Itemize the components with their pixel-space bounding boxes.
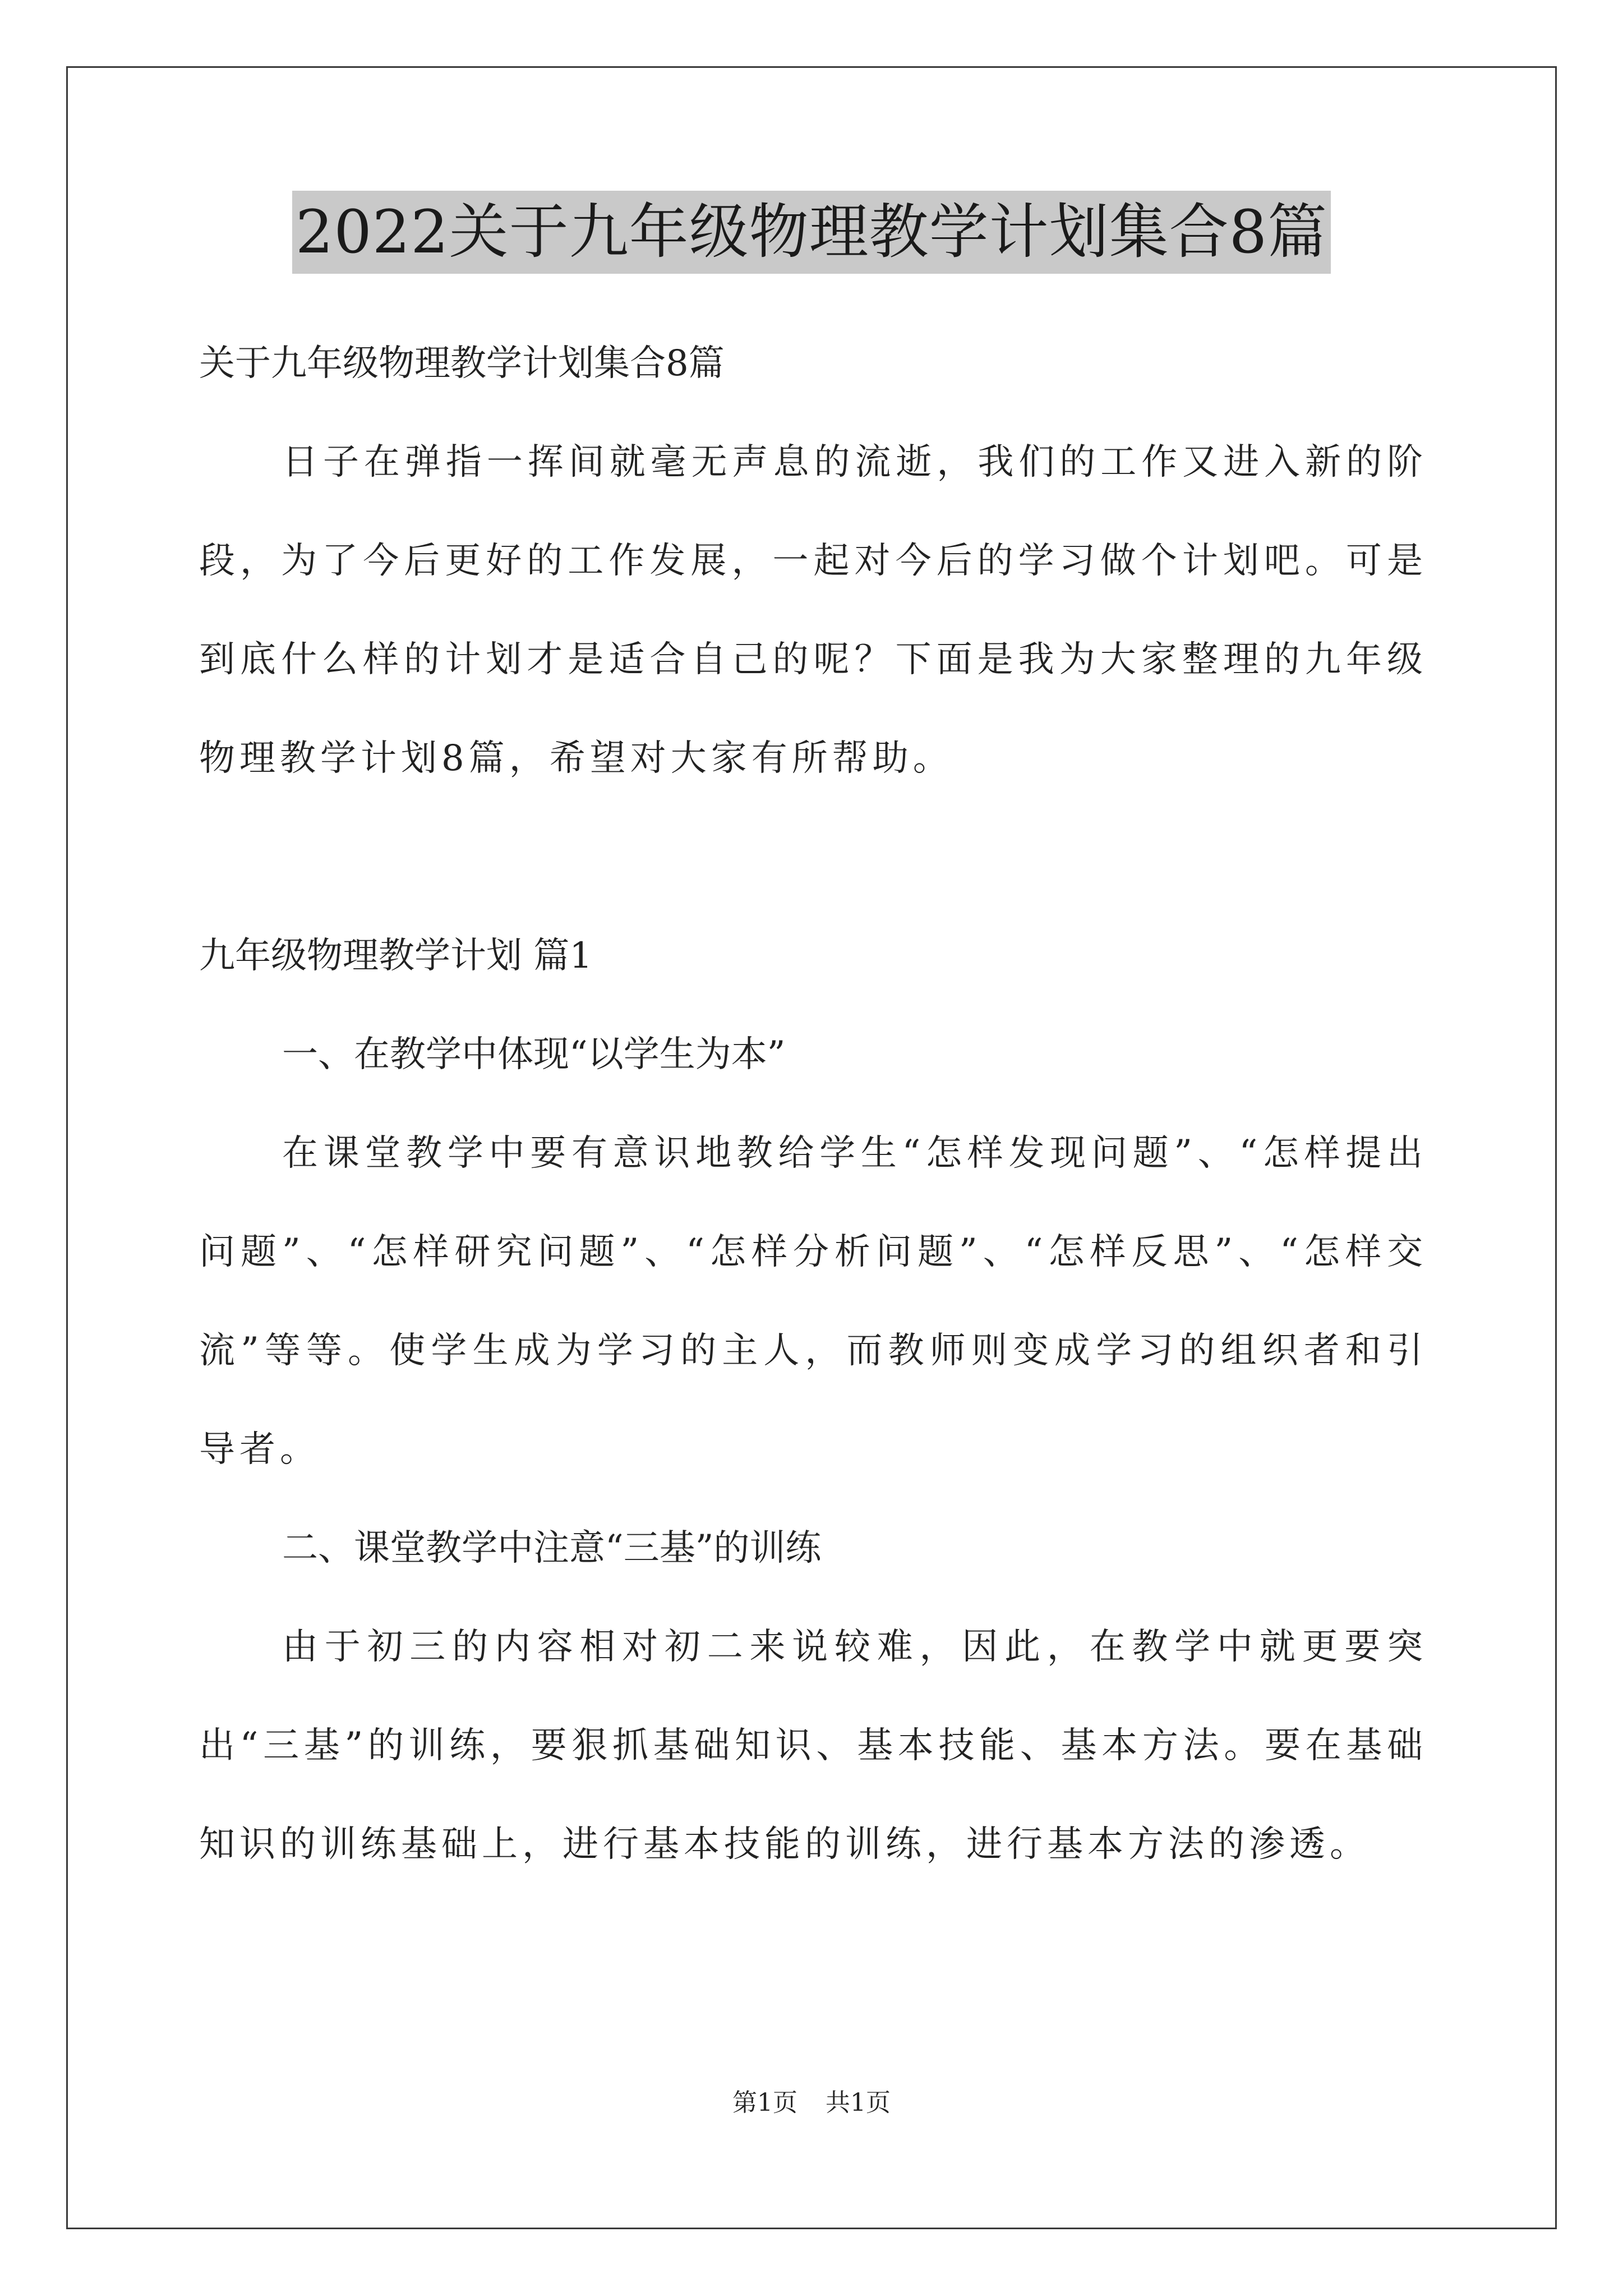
heading-two: 二、课堂教学中注意“三基”的训练 [282,1527,822,1569]
paragraph-two: 由于初三的内容相对初二来说较难，因此，在教学中就更要突出“三基”的训练，要狠抓基础知识、基本技能、基本方法。要在基础知识的训练基础上，进行基本技能的训练，进行基本方法的渗透。 [199,1626,1427,1865]
page-footer [0,2082,1623,2118]
heading-one: 一、在教学中体现“以学生为本” [282,1034,786,1075]
page-number: 第1页 [732,2088,797,2117]
document-title: 2022关于九年级物理教学计划集合8篇 [292,191,1331,274]
document-body [199,314,1427,1894]
page-total: 共1页 [826,2088,891,2117]
paragraph-one: 在课堂教学中要有意识地教给学生“怎样发现问题”、“怎样提出问题”、“怎样研究问题”、“怎样分析问题”、“怎样反思”、“怎样交流”等等。使学生成为学习的主人，而教师则变成学习的组织者和引导者。 [199,1133,1427,1470]
title-wrap [0,191,1623,274]
section-title: 九年级物理教学计划 篇1 [199,935,593,977]
spacer [199,808,1427,907]
intro-paragraph: 日子在弹指一挥间就毫无声息的流逝，我们的工作又进入新的阶段，为了今后更好的工作发展，一起对今后的学习做个计划吧。可是到底什么样的计划才是适合自己的呢？下面是我为大家整理的九年级物理教学计划8篇，希望对大家有所帮助。 [199,441,1427,779]
document-subtitle: 关于九年级物理教学计划集合8篇 [199,343,725,384]
